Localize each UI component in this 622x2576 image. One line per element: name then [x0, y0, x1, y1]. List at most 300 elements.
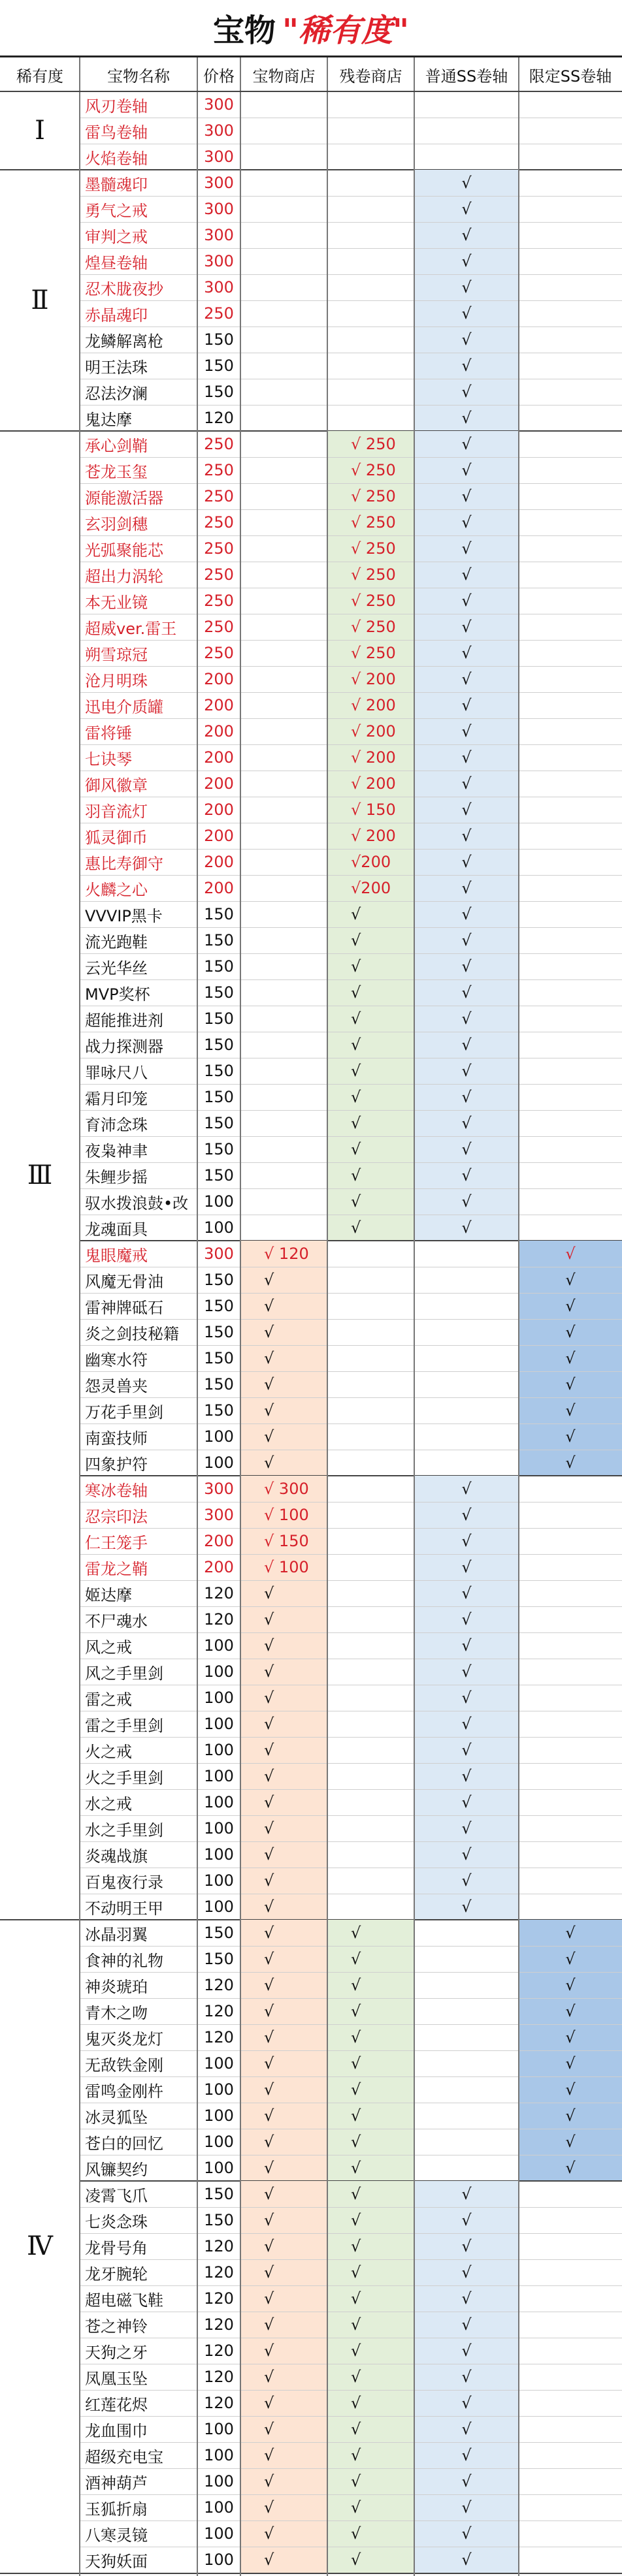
item-name: 流光跑鞋: [85, 932, 148, 951]
treasure-shop-check: √: [264, 2498, 274, 2517]
item-price: 120: [204, 2263, 234, 2282]
normal-ss-check: √: [461, 879, 472, 897]
item-price: 300: [204, 200, 234, 218]
item-name: 不尸魂水: [85, 1612, 148, 1630]
item-price: 100: [204, 2472, 234, 2490]
normal-ss-check: √: [461, 2315, 472, 2334]
treasure-shop-check: √: [264, 2342, 274, 2360]
treasure-shop-check: √: [264, 2472, 274, 2490]
treasure-shop-check: √: [264, 2159, 274, 2177]
item-name: 雷将锤: [85, 724, 132, 742]
fragment-shop-check: √: [351, 1976, 361, 1994]
item-price: 250: [204, 435, 234, 453]
item-price: 100: [204, 2107, 234, 2125]
item-price: 150: [204, 330, 234, 349]
item-name: 鬼达摩: [85, 410, 132, 429]
limited-ss-check: √: [565, 2080, 576, 2099]
item-price: 300: [204, 252, 234, 270]
fragment-shop-check: √: [351, 1062, 361, 1080]
item-price: 200: [204, 670, 234, 688]
normal-ss-check: √: [461, 2342, 472, 2360]
item-price: 120: [204, 1610, 234, 1629]
item-price: 100: [204, 2080, 234, 2099]
item-price: 150: [204, 2211, 234, 2229]
limited-ss-check: √: [565, 2159, 576, 2177]
item-name: 幽寒水符: [85, 1350, 148, 1369]
item-name: 霜月印笼: [85, 1089, 148, 1108]
fragment-shop-check: √ 200: [351, 774, 396, 793]
item-price: 250: [204, 461, 234, 479]
normal-ss-check: √: [461, 2237, 472, 2255]
treasure-shop-check: √ 100: [264, 1506, 309, 1524]
limited-ss-check: √: [565, 1401, 576, 1420]
item-name: 沧月明珠: [85, 671, 148, 690]
normal-ss-check: √: [461, 592, 472, 610]
item-name: 天狗之牙: [85, 2343, 148, 2362]
item-name: VVVIP黑卡: [85, 906, 163, 925]
normal-ss-check: √: [461, 1192, 472, 1211]
normal-ss-check: √: [461, 774, 472, 793]
header-bottom-border: [0, 91, 622, 92]
normal-ss-check: √: [461, 330, 472, 349]
normal-ss-check: √: [461, 1715, 472, 1733]
treasure-shop-check: √: [264, 1689, 274, 1707]
item-price: 150: [204, 1924, 234, 1942]
item-price: 150: [204, 1036, 234, 1054]
item-name: 七炎念珠: [85, 2212, 148, 2231]
tier-label: Ⅳ: [27, 2231, 53, 2261]
fragment-shop-check: √: [351, 957, 361, 976]
fragment-shop-check: √ 250: [351, 565, 396, 584]
normal-ss-check: √: [461, 983, 472, 1002]
fragment-shop-check: √: [351, 2368, 361, 2386]
item-price: 100: [204, 1427, 234, 1446]
item-price: 300: [204, 121, 234, 140]
fragment-shop-check: √: [351, 1218, 361, 1237]
limited-ss-check: √: [565, 2054, 576, 2073]
item-name: 八寒灵镜: [85, 2526, 148, 2545]
fragment-shop-check: √: [351, 2107, 361, 2125]
treasure-shop-check: √: [264, 1662, 274, 1681]
normal-ss-check: √: [461, 2368, 472, 2386]
treasure-shop-check: √: [264, 1793, 274, 1811]
item-name: 墨髓魂印: [85, 175, 148, 194]
normal-ss-check: √: [461, 2524, 472, 2543]
treasure-shop-check: √: [264, 2133, 274, 2151]
item-name: 冰灵狐坠: [85, 2108, 148, 2127]
item-price: 120: [204, 2028, 234, 2046]
item-price: 150: [204, 1166, 234, 1185]
normal-ss-check: √: [461, 957, 472, 976]
item-price: 300: [204, 148, 234, 166]
fragment-shop-check: √: [351, 2133, 361, 2151]
item-price: 100: [204, 1218, 234, 1237]
normal-ss-check: √: [461, 435, 472, 453]
item-price: 150: [204, 983, 234, 1002]
page-title: [0, 0, 622, 57]
normal-ss-check: √: [461, 2446, 472, 2464]
item-name: 雷神牌砥石: [85, 1298, 163, 1317]
item-name: 雷鸣金刚杵: [85, 2082, 163, 2101]
fragment-shop-check: √: [351, 2159, 361, 2177]
item-name: 明王法珠: [85, 358, 148, 377]
item-name: 超威ver.雷王: [85, 619, 177, 638]
normal-ss-check: √: [461, 618, 472, 636]
item-name: 云光华丝: [85, 959, 148, 978]
fragment-shop-check: √: [351, 2394, 361, 2412]
normal-ss-check: √: [461, 1062, 472, 1080]
item-name: 承心剑鞘: [85, 436, 148, 455]
item-price: 250: [204, 592, 234, 610]
normal-ss-check: √: [461, 226, 472, 244]
item-name: 风镰契约: [85, 2160, 148, 2179]
normal-ss-check: √: [461, 1662, 472, 1681]
item-price: 150: [204, 1140, 234, 1158]
item-price: 100: [204, 1793, 234, 1811]
item-price: 100: [204, 2420, 234, 2438]
normal-ss-check: √: [461, 644, 472, 662]
limited-ss-check: √: [565, 1323, 576, 1341]
item-name: 风之手里剑: [85, 1664, 163, 1683]
treasure-shop-check: √: [264, 1871, 274, 1890]
item-name: 狐灵御币: [85, 828, 148, 847]
tier-label: Ⅰ: [35, 116, 45, 146]
treasure-shop-check: √: [264, 1636, 274, 1655]
item-name: 无敌铁金刚: [85, 2056, 163, 2075]
fragment-shop-check: √ 250: [351, 487, 396, 505]
treasure-shop-check: √: [264, 1401, 274, 1420]
treasure-shop-check: √: [264, 1349, 274, 1367]
item-price: 150: [204, 1062, 234, 1080]
item-name: 寒冰卷轴: [85, 1481, 148, 1500]
item-name: 南蛮技师: [85, 1429, 148, 1448]
item-name: 赤晶魂印: [85, 306, 148, 325]
item-price: 150: [204, 931, 234, 949]
treasure-shop-check: √: [264, 2551, 274, 2569]
item-price: 150: [204, 1297, 234, 1315]
item-price: 100: [204, 2498, 234, 2517]
item-price: 200: [204, 1558, 234, 1576]
normal-ss-check: √: [461, 2211, 472, 2229]
item-name: 超出力涡轮: [85, 567, 163, 586]
fragment-shop-check: √ 200: [351, 748, 396, 767]
item-name: 苍龙玉玺: [85, 462, 148, 481]
item-name: 龙鳞解离枪: [85, 332, 163, 351]
normal-ss-check: √: [461, 278, 472, 296]
item-name: 炎魂战旗: [85, 1847, 148, 1866]
normal-ss-check: √: [461, 1871, 472, 1890]
normal-ss-check: √: [461, 1010, 472, 1028]
limited-ss-check: √: [565, 1271, 576, 1289]
treasure-shop-check: √: [264, 2289, 274, 2308]
item-name: 风刃卷轴: [85, 97, 148, 116]
limited-ss-check: √: [565, 1349, 576, 1367]
tier-label: Ⅱ: [31, 285, 49, 315]
normal-ss-check: √: [461, 696, 472, 714]
item-name: 惠比寿御守: [85, 854, 163, 873]
limited-ss-check: √: [565, 1454, 576, 1472]
item-price: 250: [204, 644, 234, 662]
treasure-shop-check: √: [264, 1427, 274, 1446]
treasure-shop-check: √: [264, 1845, 274, 1864]
normal-ss-check: √: [461, 357, 472, 375]
item-name: 雷之手里剑: [85, 1716, 163, 1735]
limited-ss-check: √: [565, 1950, 576, 1968]
item-price: 200: [204, 774, 234, 793]
limited-ss-check: √: [565, 1427, 576, 1446]
normal-ss-check: √: [461, 748, 472, 767]
item-price: 120: [204, 2237, 234, 2255]
item-price: 200: [204, 1532, 234, 1550]
item-price: 100: [204, 2446, 234, 2464]
normal-ss-check: √: [461, 1218, 472, 1237]
treasure-shop-check: √: [264, 1454, 274, 1472]
column-divider: [197, 57, 198, 2576]
item-price: 200: [204, 801, 234, 819]
item-name: 迅电介质罐: [85, 697, 163, 716]
limited-ss-check: √: [565, 1297, 576, 1315]
limited-ss-check: √: [565, 2002, 576, 2020]
item-price: 300: [204, 1245, 234, 1263]
item-name: 水之手里剑: [85, 1821, 163, 1839]
fragment-shop-check: √: [351, 2028, 361, 2046]
column-divider: [414, 57, 415, 2576]
item-price: 250: [204, 513, 234, 532]
normal-ss-check: √: [461, 1845, 472, 1864]
item-name: 天狗妖面: [85, 2552, 148, 2571]
title-main: 宝物: [212, 12, 276, 49]
item-price: 100: [204, 2551, 234, 2569]
treasure-shop-check: √ 120: [264, 1245, 309, 1263]
item-name: 龙牙腕轮: [85, 2265, 148, 2283]
item-price: 120: [204, 2289, 234, 2308]
treasure-shop-check: √: [264, 2237, 274, 2255]
treasure-shop-check: √: [264, 2368, 274, 2386]
normal-ss-check: √: [461, 252, 472, 270]
limited-ss-check: √: [565, 2028, 576, 2046]
normal-ss-check: √: [461, 2394, 472, 2412]
treasure-shop-check: √: [264, 2211, 274, 2229]
item-price: 300: [204, 95, 234, 114]
normal-ss-check: √: [461, 2472, 472, 2490]
fragment-shop-check: √: [351, 983, 361, 1002]
normal-ss-check: √: [461, 1114, 472, 1132]
treasure-shop-check: √: [264, 1898, 274, 1916]
fragment-shop-check: √ 250: [351, 644, 396, 662]
item-price: 100: [204, 1454, 234, 1472]
treasure-shop-check: √: [264, 1323, 274, 1341]
item-name: 育沛念珠: [85, 1115, 148, 1134]
fragment-shop-check: √ 250: [351, 618, 396, 636]
treasure-shop-check: √: [264, 1584, 274, 1602]
normal-ss-check: √: [461, 801, 472, 819]
header-name: 宝物名称: [107, 67, 170, 86]
normal-ss-check: √: [461, 304, 472, 323]
item-price: 150: [204, 1323, 234, 1341]
item-name: 玄羽剑穗: [85, 515, 148, 533]
normal-ss-check: √: [461, 1636, 472, 1655]
normal-ss-check: √: [461, 1166, 472, 1185]
item-name: 超能推进剂: [85, 1011, 163, 1030]
item-name: 水之戒: [85, 1794, 132, 1813]
limited-ss-check: √: [565, 1976, 576, 1994]
item-price: 150: [204, 383, 234, 401]
item-price: 150: [204, 2185, 234, 2203]
normal-ss-check: √: [461, 1741, 472, 1759]
normal-ss-check: √: [461, 827, 472, 845]
item-name: 百鬼夜行录: [85, 1873, 163, 1892]
normal-ss-check: √: [461, 670, 472, 688]
treasure-shop-check: √: [264, 1297, 274, 1315]
normal-ss-check: √: [461, 931, 472, 949]
item-price: 120: [204, 2368, 234, 2386]
item-name: 忍宗印法: [85, 1507, 148, 1526]
item-name: 审判之戒: [85, 227, 148, 246]
fragment-shop-check: √: [351, 2289, 361, 2308]
item-price: 100: [204, 1767, 234, 1785]
fragment-shop-check: √: [351, 1140, 361, 1158]
treasure-shop-check: √: [264, 2446, 274, 2464]
item-name: 忍法汐澜: [85, 384, 148, 403]
normal-ss-check: √: [461, 200, 472, 218]
treasure-shop-check: √: [264, 2315, 274, 2334]
item-name: 玉狐折扇: [85, 2500, 148, 2519]
treasure-shop-check: √: [264, 2394, 274, 2412]
fragment-shop-check: √: [351, 2315, 361, 2334]
item-name: 鬼眼魔戒: [85, 1246, 148, 1265]
item-name: 风之戒: [85, 1638, 132, 1657]
item-name: 勇气之戒: [85, 201, 148, 220]
item-price: 120: [204, 1584, 234, 1602]
item-name: 四象护符: [85, 1455, 148, 1474]
fragment-shop-check: √: [351, 1924, 361, 1942]
normal-ss-check: √: [461, 383, 472, 401]
treasure-shop-check: √: [264, 1741, 274, 1759]
item-name: 酒神葫芦: [85, 2473, 148, 2492]
item-price: 150: [204, 905, 234, 923]
fragment-shop-check: √ 250: [351, 435, 396, 453]
header-price: 价格: [203, 67, 235, 86]
item-price: 100: [204, 1741, 234, 1759]
fragment-shop-check: √200: [351, 853, 391, 871]
item-price: 100: [204, 1636, 234, 1655]
item-name: 罪咏尺八: [85, 1063, 148, 1082]
item-name: 火焰卷轴: [85, 149, 148, 168]
header-normal-ss: 普通SS卷轴: [425, 67, 508, 86]
item-name: 怨灵兽夹: [85, 1376, 148, 1395]
item-name: 青木之吻: [85, 2003, 148, 2022]
limited-ss-check: √: [565, 2133, 576, 2151]
fragment-shop-check: √: [351, 2054, 361, 2073]
item-price: 120: [204, 409, 234, 427]
item-price: 100: [204, 2054, 234, 2073]
limited-ss-check: √: [565, 2107, 576, 2125]
fragment-shop-check: √: [351, 931, 361, 949]
treasure-shop-check: √: [264, 1976, 274, 1994]
item-price: 100: [204, 2159, 234, 2177]
limited-ss-check: √: [565, 1245, 576, 1263]
header-limited-ss: 限定SS卷轴: [529, 67, 612, 86]
item-price: 150: [204, 1271, 234, 1289]
normal-ss-check: √: [461, 461, 472, 479]
item-price: 250: [204, 618, 234, 636]
item-price: 200: [204, 879, 234, 897]
item-name: 羽音流灯: [85, 802, 148, 821]
item-name: 雷龙之鞘: [85, 1559, 148, 1578]
normal-ss-check: √: [461, 1480, 472, 1498]
item-name: 御风徽章: [85, 776, 148, 795]
item-name: 仁王笼手: [85, 1533, 148, 1552]
normal-ss-check: √: [461, 174, 472, 192]
treasure-shop-check: √: [264, 2420, 274, 2438]
item-name: 光弧聚能芯: [85, 541, 163, 560]
item-price: 120: [204, 2315, 234, 2334]
item-name: 火之手里剑: [85, 1768, 163, 1787]
item-name: 龙血围巾: [85, 2421, 148, 2440]
item-price: 300: [204, 278, 234, 296]
treasure-shop-check: √: [264, 2054, 274, 2073]
fragment-shop-check: √: [351, 2446, 361, 2464]
treasure-shop-check: √: [264, 2524, 274, 2543]
fragment-shop-check: √ 200: [351, 670, 396, 688]
fragment-shop-check: √ 250: [351, 461, 396, 479]
normal-ss-check: √: [461, 2420, 472, 2438]
treasure-shop-check: √ 150: [264, 1532, 309, 1550]
item-name: 火麟之心: [85, 880, 148, 899]
fragment-shop-check: √ 250: [351, 592, 396, 610]
item-name: 超电磁飞鞋: [85, 2291, 163, 2310]
item-name: 龙骨号角: [85, 2238, 148, 2257]
header-treasure-shop: 宝物商店: [252, 67, 316, 86]
item-price: 150: [204, 957, 234, 976]
normal-ss-check: √: [461, 487, 472, 505]
item-name: 朔雪琼冠: [85, 645, 148, 664]
column-divider: [327, 57, 328, 2576]
normal-ss-check: √: [461, 1140, 472, 1158]
item-name: 苍白的回忆: [85, 2134, 163, 2153]
normal-ss-check: √: [461, 1088, 472, 1106]
item-name: 鬼灭炎龙灯: [85, 2029, 163, 2048]
treasure-shop-check: √: [264, 1767, 274, 1785]
normal-ss-check: √: [461, 2551, 472, 2569]
normal-ss-check: √: [461, 2185, 472, 2203]
limited-ss-check: √: [565, 1924, 576, 1942]
treasure-shop-check: √: [264, 1950, 274, 1968]
fragment-shop-check: √: [351, 1088, 361, 1106]
item-price: 250: [204, 539, 234, 558]
normal-ss-check: √: [461, 2498, 472, 2517]
treasure-shop-check: √: [264, 2107, 274, 2125]
item-name: 神炎琥珀: [85, 1977, 148, 1996]
item-name: 姬达摩: [85, 1585, 132, 1604]
item-name: 龙魂面具: [85, 1220, 148, 1239]
normal-ss-check: √: [461, 1610, 472, 1629]
limited-ss-check: √: [565, 1375, 576, 1393]
item-price: 300: [204, 1506, 234, 1524]
item-name: 驭水拨浪鼓•改: [85, 1194, 189, 1213]
treasure-shop-check: √: [264, 2002, 274, 2020]
item-price: 120: [204, 1976, 234, 1994]
header-fragment-shop: 残卷商店: [339, 67, 402, 86]
treasure-shop-check: √: [264, 1924, 274, 1942]
item-name: 食神的礼物: [85, 1951, 163, 1970]
item-price: 300: [204, 226, 234, 244]
normal-ss-check: √: [461, 539, 472, 558]
fragment-shop-check: √: [351, 2342, 361, 2360]
item-name: 忍术胧夜抄: [85, 279, 163, 298]
item-price: 200: [204, 853, 234, 871]
normal-ss-check: √: [461, 2263, 472, 2282]
